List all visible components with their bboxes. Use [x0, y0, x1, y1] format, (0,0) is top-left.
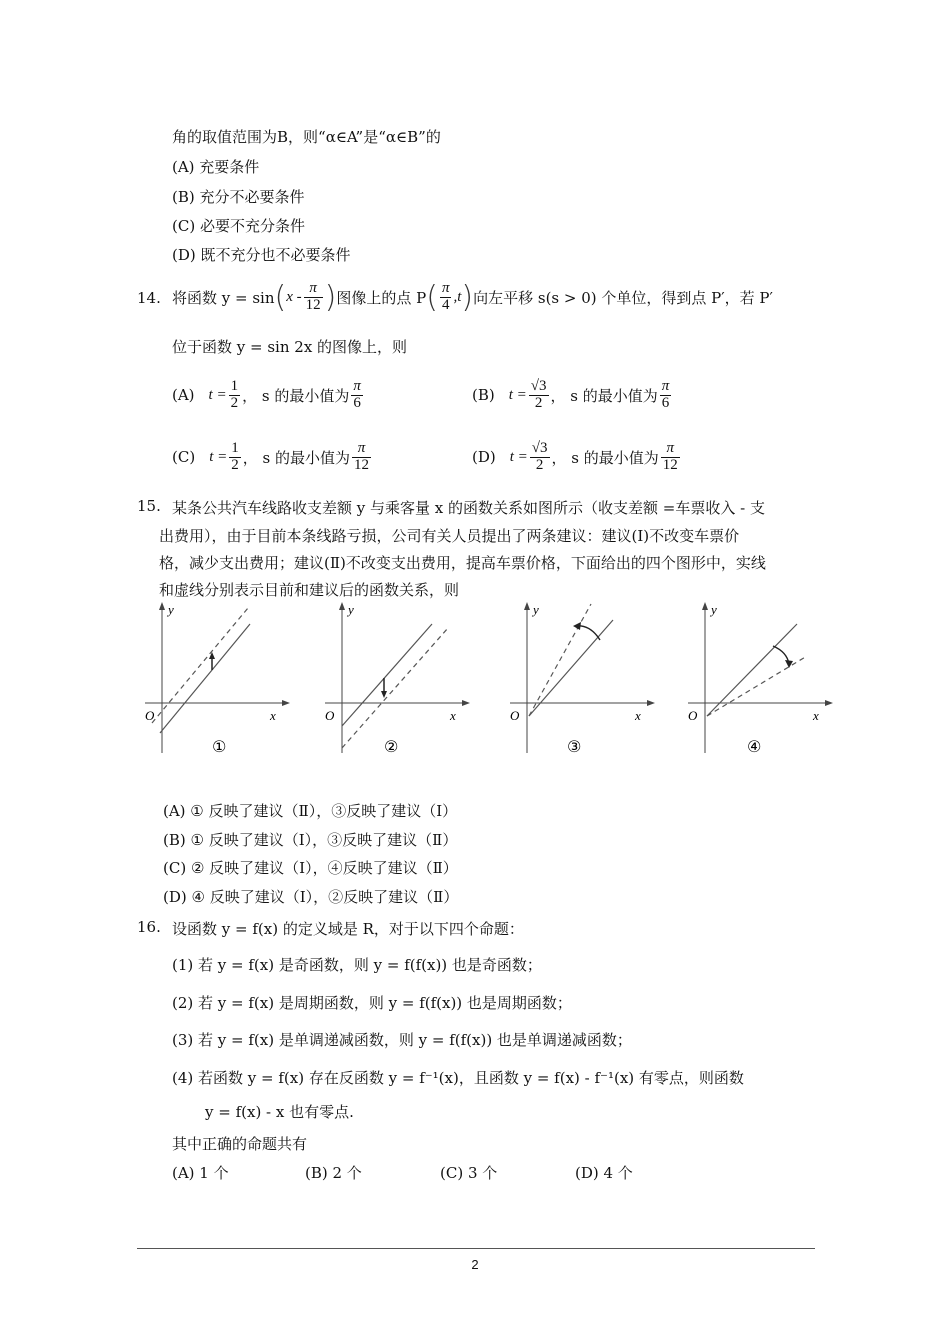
- q16-item-1: (1) 若 y = f(x) 是奇函数，则 y = f(f(x)) 也是奇函数；: [172, 956, 542, 974]
- q14-t: ,t: [453, 288, 462, 305]
- page-number: 2: [471, 1257, 479, 1272]
- q14-option-c: (C) t = $\frac{1}{2}$ ， s 的最小值为 $\frac{\pi}{12}$: [172, 439, 369, 473]
- q16-item-3: (3) 若 y = f(x) 是单调递减函数，则 y = f(f(x)) 也是单调递减函数；: [172, 1031, 632, 1049]
- q15-line-4: 和虚线分别表示目前和建议后的函数关系，则: [159, 581, 460, 599]
- x-axis-arrow: [825, 700, 833, 706]
- q14-option-d: (D) t = $\frac{√3}{2}$ ， s 的最小值为 $\frac{\pi}{12}$: [472, 439, 678, 473]
- graph-label: ③: [567, 737, 582, 756]
- q16-item-2: (2) 若 y = f(x) 是周期函数，则 y = f(f(x)) 也是周期函数；: [172, 994, 572, 1012]
- graph-3: [505, 598, 665, 768]
- q16-stem: 设函数 y = f(x) 的定义域是 R，对于以下四个命题：: [172, 920, 524, 938]
- solid-line: [529, 620, 613, 716]
- q14-option-a: (A) t = $\frac{1}{2}$ ， s 的最小值为 $\frac{\pi}{6}$: [172, 377, 361, 411]
- q16-item-4: (4) 若函数 y = f(x) 存在反函数 y = f⁻¹(x)，且函数 y = f(x) - f⁻¹(x) 有零点，则函数: [172, 1069, 744, 1087]
- q16-question: 其中正确的命题共有: [172, 1135, 308, 1153]
- footer-divider: [137, 1248, 815, 1249]
- y-axis-arrow: [524, 602, 530, 610]
- solid-line: [160, 624, 250, 733]
- origin-label: O: [325, 708, 335, 723]
- x-label: x: [813, 708, 819, 723]
- graph-2: [320, 598, 480, 768]
- x-axis-arrow: [282, 700, 290, 706]
- graph-label: ④: [747, 737, 762, 756]
- graph-1: [140, 598, 300, 768]
- right-paren: ): [324, 279, 337, 315]
- q14-stem-line2: 位于函数 y = sin 2x 的图像上，则: [172, 338, 408, 356]
- q13-option-c: (C) 必要不充分条件: [172, 217, 305, 235]
- q14-stem-a: 将函数 y = sin: [172, 288, 275, 307]
- q14-option-b: (B) t = $\frac{√3}{2}$ ， s 的最小值为 $\frac{\pi}{6}$: [472, 377, 670, 411]
- left-paren: (: [274, 279, 287, 315]
- solid-line: [707, 624, 797, 716]
- origin-label: O: [510, 708, 520, 723]
- q15-option-b: (B) ① 反映了建议（Ⅰ），③反映了建议（Ⅱ）: [163, 831, 458, 849]
- q13-option-a: (A) 充要条件: [172, 158, 260, 176]
- graph-label: ①: [212, 737, 227, 756]
- y-label: y: [533, 602, 539, 617]
- q15-option-a: (A) ① 反映了建议（Ⅱ），③反映了建议（Ⅰ）: [163, 802, 458, 820]
- q16-option-d: (D) 4 个: [575, 1164, 633, 1182]
- q13-option-d: (D) 既不充分也不必要条件: [172, 246, 351, 264]
- x-label: x: [450, 708, 456, 723]
- q15-line-3: 格，减少支出费用；建议(Ⅱ)不改变支出费用，提高车票价格，下面给出的四个图形中，实线: [159, 554, 766, 572]
- q14-stem-line1: [172, 272, 773, 322]
- q13-stem: 角的取值范围为B，则“α∈A”是“α∈B”的: [172, 128, 441, 146]
- solid-line: [342, 624, 432, 726]
- arrow-down-head: [381, 691, 387, 698]
- q16-option-a: (A) 1 个: [172, 1164, 229, 1182]
- rotation-arrow-head: [785, 660, 793, 668]
- q14-stem-b: 图像上的点 P: [336, 288, 427, 307]
- q14-arg-x: x -: [286, 288, 302, 305]
- q14-frac-pi-4: $\frac{\pi}{4}$: [441, 279, 450, 313]
- y-label: y: [711, 602, 717, 617]
- x-label: x: [635, 708, 641, 723]
- q15-line-1: 某条公共汽车线路收支差额 y 与乘客量 x 的函数关系如图所示（收支差额 =车票收入 - 支: [172, 499, 765, 517]
- y-axis-arrow: [159, 602, 165, 610]
- origin-label: O: [145, 708, 155, 723]
- x-axis-arrow: [647, 700, 655, 706]
- y-axis-arrow: [339, 602, 345, 610]
- y-axis-arrow: [702, 602, 708, 610]
- dashed-line: [342, 628, 448, 748]
- q16-number: 16.: [137, 918, 161, 936]
- q16-option-c: (C) 3 个: [440, 1164, 498, 1182]
- y-label: y: [348, 602, 354, 617]
- q15-line-2: 出费用），由于目前本条线路亏损，公司有关人员提出了两条建议：建议(Ⅰ)不改变车票价: [159, 527, 740, 545]
- right-paren: ): [461, 279, 474, 315]
- origin-label: O: [688, 708, 698, 723]
- q14-frac-pi-12: $\frac{\pi}{12}$: [305, 279, 321, 313]
- q15-option-d: (D) ④ 反映了建议（Ⅰ），②反映了建议（Ⅱ）: [163, 888, 459, 906]
- x-label: x: [270, 708, 276, 723]
- left-paren: (: [426, 279, 438, 315]
- dashed-line: [152, 608, 248, 723]
- q16-item-4-cont: y = f(x) - x 也有零点.: [205, 1103, 354, 1121]
- q16-option-b: (B) 2 个: [305, 1164, 362, 1182]
- y-label: y: [168, 602, 174, 617]
- dashed-line: [529, 604, 591, 716]
- q14-stem-c: 向左平移 s(s > 0) 个单位，得到点 P′，若 P′: [473, 288, 773, 307]
- x-axis-arrow: [462, 700, 470, 706]
- q13-option-b: (B) 充分不必要条件: [172, 188, 305, 206]
- q15-option-c: (C) ② 反映了建议（Ⅰ），④反映了建议（Ⅱ）: [163, 859, 458, 877]
- q14-number: 14.: [137, 289, 161, 307]
- graph-4: [683, 598, 843, 768]
- graph-label: ②: [384, 737, 399, 756]
- q15-number: 15.: [137, 497, 161, 515]
